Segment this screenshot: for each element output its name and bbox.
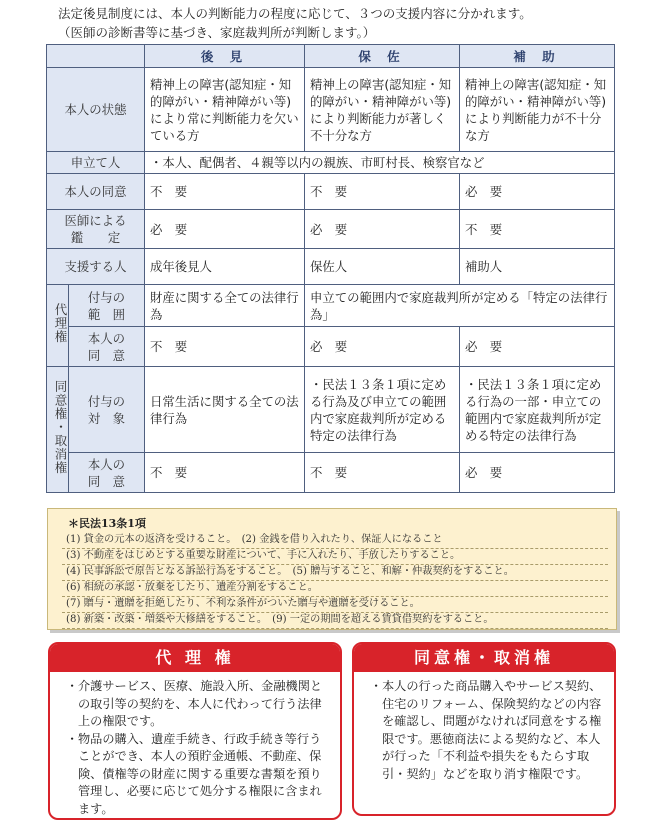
state-curator: 精神上の障害(認知症・知的障がい・精神障がい等)により判断能力が著しく不十分な方	[305, 68, 460, 152]
cancel-box-item-text: 本人の行った商品購入やサービス契約、住宅のリフォーム、保険契約などの内容を確認し、問題がなければ同意をする権限です。悪徳商法による契約など、本人が行った「不利益や損失をもたらす取引・契約」などを取り消す権限です。	[382, 679, 602, 781]
agency-box	[48, 642, 342, 820]
note-title: ＊民法13条1項	[68, 517, 146, 530]
cancel-consent-guardian: 不 要	[145, 453, 305, 493]
doctor-label-line-2: 鑑 定	[70, 230, 121, 245]
cancel-box-item	[370, 678, 602, 783]
row-label-state: 本人の状態	[47, 68, 145, 152]
header-empty	[47, 45, 145, 68]
agency-scope-label-1: 付与の	[87, 289, 126, 305]
agency-consent-label	[69, 327, 145, 367]
row-label-applicant: 申立て人	[47, 152, 145, 174]
state-assistant: 精神上の障害(認知症・知的障がい・精神障がい等)により判断能力が不十分な方	[460, 68, 615, 152]
agency-consent-label-2: 同 意	[87, 347, 126, 363]
intro-line-2: （医師の診断書等に基づき、家庭裁判所が判断します。）	[58, 25, 376, 40]
cancel-group-text: 同意権・取消権	[53, 380, 68, 475]
note-lines	[62, 533, 608, 629]
agency-scope-guardian: 財産に関する全ての法律行為	[145, 285, 305, 327]
header-assistant: 補 助	[460, 45, 615, 68]
state-guardian: 精神上の障害(認知症・知的障がい・精神障がい等)により常に判断能力を欠いている方	[145, 68, 305, 152]
agency-group-text: 代理権	[53, 303, 68, 344]
supporter-curator: 保佐人	[305, 249, 460, 285]
note-line: (6) 相続の承認・放棄をしたり、遺産分割をすること。	[62, 581, 608, 597]
note-line: (7) 贈与・遺贈を拒絶したり、不利な条件がついた贈与や遺贈を受けること。	[62, 597, 608, 613]
header-guardian: 後 見	[145, 45, 305, 68]
cancel-target-assistant: ・民法１３条１項に定める行為の一部・申立ての範囲内で家庭裁判所が定める特定の法律行為	[460, 367, 615, 453]
cancel-consent-label	[69, 453, 145, 493]
doctor-assistant: 不 要	[460, 210, 615, 249]
cancel-target-guardian: 日常生活に関する全ての法律行為	[145, 367, 305, 453]
cancel-consent-curator: 不 要	[305, 453, 460, 493]
agency-scope-curator-assistant: 申立ての範囲内で家庭裁判所が定める「特定の法律行為」	[305, 285, 615, 327]
cancel-target-label-1: 付与の	[87, 393, 126, 409]
agency-consent-assistant: 必 要	[460, 327, 615, 367]
bullet-icon: ・	[66, 731, 79, 746]
cancel-box	[352, 642, 616, 816]
bullet-icon: ・	[66, 679, 79, 693]
doctor-curator: 必 要	[305, 210, 460, 249]
doctor-label-line-1: 医師による	[64, 213, 127, 228]
note-line: (1) 貸金の元本の返済を受けること。 (2) 金銭を借り入れたり、保証人になること	[62, 533, 608, 549]
row-label-consent: 本人の同意	[47, 174, 145, 210]
agency-box-body	[50, 672, 340, 820]
doctor-guardian: 必 要	[145, 210, 305, 249]
agency-box-item	[66, 731, 328, 819]
civil-code-note	[47, 508, 617, 630]
cancel-target-curator: ・民法１３条１項に定める行為及び申立ての範囲内で家庭裁判所が定める特定の法律行為	[305, 367, 460, 453]
cancel-target-label-2: 対 象	[87, 410, 126, 426]
consent-curator: 不 要	[305, 174, 460, 210]
note-line: (8) 新築・改築・増築や大修繕をすること。 (9) 一定の期間を超える賃貸借契約をすること。	[62, 613, 608, 629]
cancel-consent-label-1: 本人の	[87, 456, 126, 472]
group-label-agency	[47, 285, 69, 367]
agency-box-title: 代 理 権	[50, 644, 340, 672]
note-line: (3) 不動産をはじめとする重要な財産について、手に入れたり、手放したりすること。	[62, 549, 608, 565]
supporter-guardian: 成年後見人	[145, 249, 305, 285]
cancel-consent-assistant: 必 要	[460, 453, 615, 493]
cancel-consent-label-2: 同 意	[87, 473, 126, 489]
supporter-assistant: 補助人	[460, 249, 615, 285]
agency-box-item-text: 介護サービス、医療、施設入所、金融機関との取引等の契約を、本人に代わって行う法律上の権限です。	[78, 679, 323, 728]
consent-guardian: 不 要	[145, 174, 305, 210]
guardianship-table	[46, 44, 615, 493]
agency-consent-guardian: 不 要	[145, 327, 305, 367]
note-line: (4) 民事訴訟で原告となる訴訟行為をすること。 (5) 贈与すること、和解・仲裁契約をすること。	[62, 565, 608, 581]
agency-box-item	[66, 678, 328, 731]
row-label-doctor	[47, 210, 145, 249]
group-label-cancel	[47, 367, 69, 493]
intro-line-1: 法定後見制度には、本人の判断能力の程度に応じて、３つの支援内容に分かれます。	[58, 6, 532, 21]
agency-consent-curator: 必 要	[305, 327, 460, 367]
consent-assistant: 必 要	[460, 174, 615, 210]
applicant-value: ・本人、配偶者、４親等以内の親族、市町村長、検察官など	[145, 152, 615, 174]
bullet-icon: ・	[370, 679, 383, 693]
cancel-box-title: 同意権・取消権	[354, 644, 614, 672]
cancel-target-label	[69, 367, 145, 453]
agency-box-item-text: 物品の購入、遺産手続き、行政手続き等行うことができ、本人の預貯金通帳、不動産、保険、債権等の財産に関する重要な書類を預り管理し、必要に応じて処分する権限に含まれます。	[78, 731, 322, 816]
row-label-supporter: 支援する人	[47, 249, 145, 285]
cancel-box-body	[354, 672, 614, 789]
agency-consent-label-1: 本人の	[87, 330, 126, 346]
header-curator: 保 佐	[305, 45, 460, 68]
agency-scope-label-2: 範 囲	[87, 306, 126, 322]
intro	[58, 4, 532, 42]
agency-scope-label	[69, 285, 145, 327]
